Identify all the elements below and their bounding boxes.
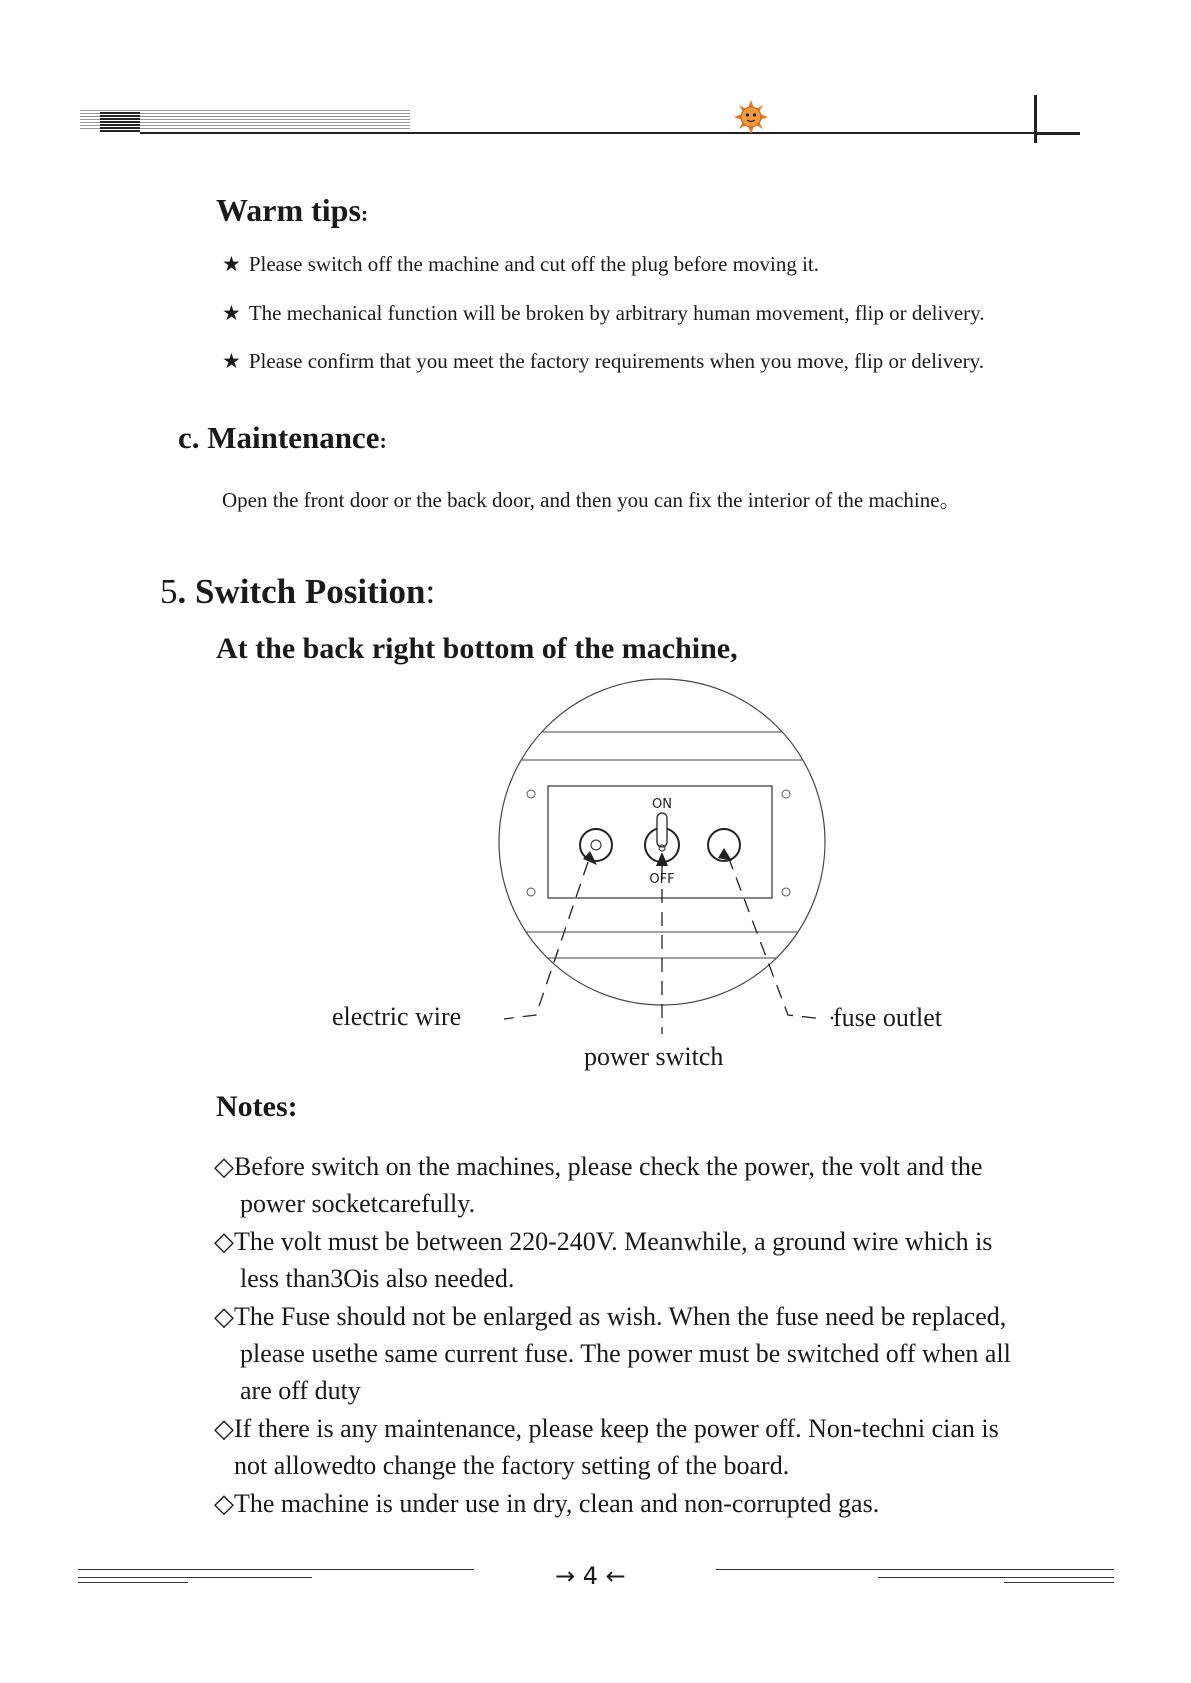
- power-switch-toggle: [657, 813, 667, 847]
- warm-tips-heading: Warm tips:: [216, 192, 369, 228]
- corner-mark-horizontal: [1034, 132, 1080, 135]
- note-item: ◇The machine is under use in dry, clean and non-corrupted gas.: [214, 1489, 880, 1518]
- footer-rule: [878, 1577, 1114, 1578]
- screw-icon: [782, 888, 790, 896]
- page-number: → 4 ←: [555, 1562, 626, 1590]
- footer-rule: [78, 1577, 312, 1578]
- electric-wire-socket: [580, 829, 612, 861]
- diamond-bullet-icon: ◇: [214, 1414, 234, 1443]
- off-label: OFF: [649, 872, 675, 887]
- footer-rule: [716, 1569, 1114, 1570]
- diamond-bullet-icon: ◇: [214, 1302, 234, 1331]
- note-item: ◇The volt must be between 220-240V. Meanwhile, a ground wire which is less than3Ois also needed.: [214, 1227, 993, 1293]
- diamond-bullet-icon: ◇: [214, 1152, 234, 1181]
- screw-icon: [782, 790, 790, 798]
- note-item: ◇The Fuse should not be enlarged as wish. When the fuse need be replaced, please usethe same current fuse. The power must be switched off when all are off duty: [214, 1302, 1011, 1405]
- diamond-bullet-icon: ◇: [214, 1227, 234, 1256]
- fuse-outlet-label: fuse outlet: [833, 1003, 943, 1032]
- sun-face-icon: [734, 100, 768, 134]
- warm-tip-item: ★ Please switch off the machine and cut off the plug before moving it.: [222, 252, 819, 276]
- diamond-bullet-icon: ◇: [214, 1489, 234, 1518]
- footer-rule: [78, 1569, 474, 1570]
- screw-icon: [527, 888, 535, 896]
- footer-rule: [78, 1582, 188, 1583]
- maintenance-heading: c. Maintenance:: [178, 420, 387, 455]
- header-block-decoration: [100, 112, 140, 132]
- warm-tip-item: ★ The mechanical function will be broken by arbitrary human movement, flip or delivery.: [222, 301, 985, 325]
- note-item: ◇If there is any maintenance, please keep the power off. Non-techni cian is not allowedto change the factory setting of the board.: [214, 1414, 999, 1480]
- footer-rule: [1004, 1582, 1114, 1583]
- note-item: ◇Before switch on the machines, please check the power, the volt and the power socketcarefully.: [214, 1152, 983, 1218]
- power-switch-label: power switch: [584, 1042, 724, 1071]
- header-rule: [140, 132, 1080, 134]
- switch-panel-diagram: [480, 670, 860, 1050]
- star-bullet-icon: ★: [222, 301, 241, 325]
- star-bullet-icon: ★: [222, 252, 241, 276]
- electric-wire-socket-inner: [591, 840, 601, 850]
- on-label: ON: [652, 797, 672, 812]
- maintenance-text: Open the front door or the back door, and then you can fix the interior of the machine。: [222, 488, 961, 512]
- screw-icon: [527, 790, 535, 798]
- notes-heading: Notes:: [216, 1090, 298, 1123]
- warm-tip-item: ★ Please confirm that you meet the factory requirements when you move, flip or delivery.: [222, 349, 984, 373]
- corner-mark-vertical: [1034, 95, 1037, 143]
- switch-position-heading: 5. Switch Position:: [160, 572, 436, 611]
- star-bullet-icon: ★: [222, 349, 241, 373]
- electric-wire-label: electric wire: [332, 1002, 462, 1031]
- switch-position-subtitle: At the back right bottom of the machine,: [216, 632, 738, 665]
